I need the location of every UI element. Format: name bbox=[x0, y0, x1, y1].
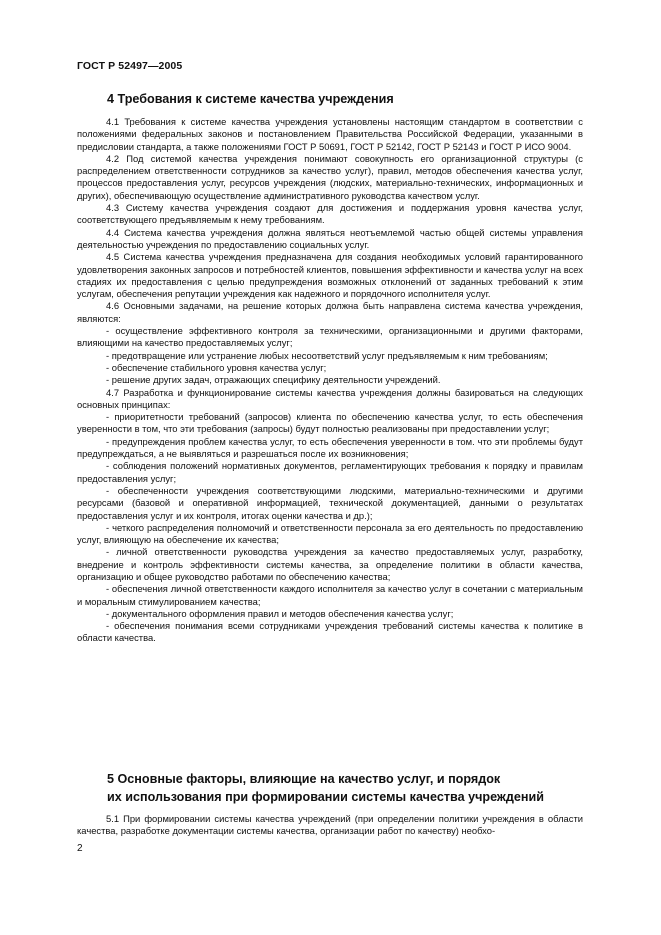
paragraph-4-4: 4.4 Система качества учреждения должна являться неотъемлемой частью общей системы управления деятельностью учреждения по предоставлению социальных услуг. bbox=[77, 226, 583, 250]
task-item: - предотвращение или устранение любых несоответствий услуг предъявляемым к ним требованиям; bbox=[106, 349, 548, 361]
principle-item: - обеспечения понимания всеми сотрудниками учреждения требований системы качества к политике в области качества. bbox=[77, 620, 583, 644]
section-5-heading-line-1: 5 Основные факторы, влияющие на качество услуг, и порядок bbox=[107, 772, 501, 786]
principle-item: - предупреждения проблем качества услуг, то есть обеспечения уверенности в том. что эти проблемы будут предупреждаться, а не выявляться и разрешаться после их возникновения; bbox=[77, 435, 583, 460]
section-4-body bbox=[77, 116, 583, 645]
paragraph-4-1: 4.1 Требования к системе качества учреждения установлены настоящим стандартом в соответствии с положениями федеральных законов и постановлением Правительства Российской Федерации, указанными в предисловии стандарта, а также положениями ГОСТ Р 50691, ГОСТ Р 52142, ГОСТ Р 52143 и ГОСТ Р ИСО 9004. bbox=[77, 116, 583, 152]
paragraph-4-3: 4.3 Систему качества учреждения создают для достижения и поддержания уровня качества услуг, соответствующего предъявляемым к нему требованиям. bbox=[77, 202, 583, 226]
task-item: - обеспечение стабильного уровня качества услуг; bbox=[106, 361, 327, 373]
task-item: - решение других задач, отражающих специфику деятельности учреждений. bbox=[106, 374, 441, 386]
principle-item: - личной ответственности руководства учреждения за качество предоставляемых услуг, разработку, внедрение и контроль эффективности системы качества, за определение политики в области качества, организацию и общее руководство работами по обеспечению качества; bbox=[77, 546, 583, 582]
paragraph-5-1: 5.1 При формировании системы качества учреждений (при определении политики учреждения в области качества, разработке документации системы качества, организации работ по качеству) необхо- bbox=[77, 813, 583, 837]
paragraph-4-6: 4.6 Основными задачами, на решение которых должна быть направлена система качества учреждения, являются: bbox=[77, 300, 583, 324]
section-5-heading-line-2: их использования при формировании системы качества учреждений bbox=[107, 790, 544, 804]
principle-item: - четкого распределения полномочий и ответственности персонала за его деятельность по предоставлению услуг, влияющую на обеспечение их качества; bbox=[77, 521, 583, 546]
paragraph-4-2: 4.2 Под системой качества учреждения понимают совокупность его организационной структуры (с распределением ответственности сотрудников за качество услуг), правил, методов обеспечения качества услуг, процессов предоставления услуг, ресурсов учреждения (людских, материально-технических, информационных и других), обеспечивающую осуществление административного руководства качеством услуг. bbox=[77, 152, 583, 201]
paragraph-4-5: 4.5 Система качества учреждения предназначена для создания необходимых условий гарантированного удовлетворения законных запросов и потребностей клиентов, повышения эффективности и качества услуг на всех стадиях их предоставления с целью предупреждения возможных отклонений от заданных требований к этим услугам, обеспечения репутации учреждения как надежного и порядочного исполнителя услуг. bbox=[77, 251, 583, 300]
task-item: - осуществление эффективного контроля за техническими, организационными и другими факторами, влияющими на качество предоставляемых услуг; bbox=[77, 325, 583, 349]
principle-item: - обеспечения личной ответственности каждого исполнителя за качество услуг в сочетании с материальным и моральным стимулированием качества; bbox=[77, 583, 583, 607]
principle-item: - соблюдения положений нормативных документов, регламентирующих требования к порядку и правилам предоставления услуг; bbox=[77, 460, 583, 484]
section-5-heading bbox=[107, 770, 544, 806]
standard-header: ГОСТ Р 52497—2005 bbox=[77, 60, 183, 72]
paragraph-4-7: 4.7 Разработка и функционирование системы качества учреждения должны базироваться на следующих основных принципах: bbox=[77, 386, 583, 410]
page-number: 2 bbox=[77, 843, 83, 854]
principle-item: - приоритетности требований (запросов) клиента по обеспечению качества услуг, то есть обеспечения уверенности в том, что эти требования (запросы) будут полностью реализованы при предоставлении услуг; bbox=[77, 411, 583, 435]
principle-item: - документального оформления правил и методов обеспечения качества услуг; bbox=[106, 607, 454, 619]
section-4-heading: 4 Требования к системе качества учреждения bbox=[107, 92, 394, 106]
section-5-body bbox=[77, 813, 583, 838]
principle-item: - обеспеченности учреждения соответствующими людскими, материально-техническими и другими ресурсами (базовой и оперативной информацией, технической документацией, данными о результатах предоставления услуг и их контроля, итогах оценки качества и др.); bbox=[77, 484, 583, 521]
